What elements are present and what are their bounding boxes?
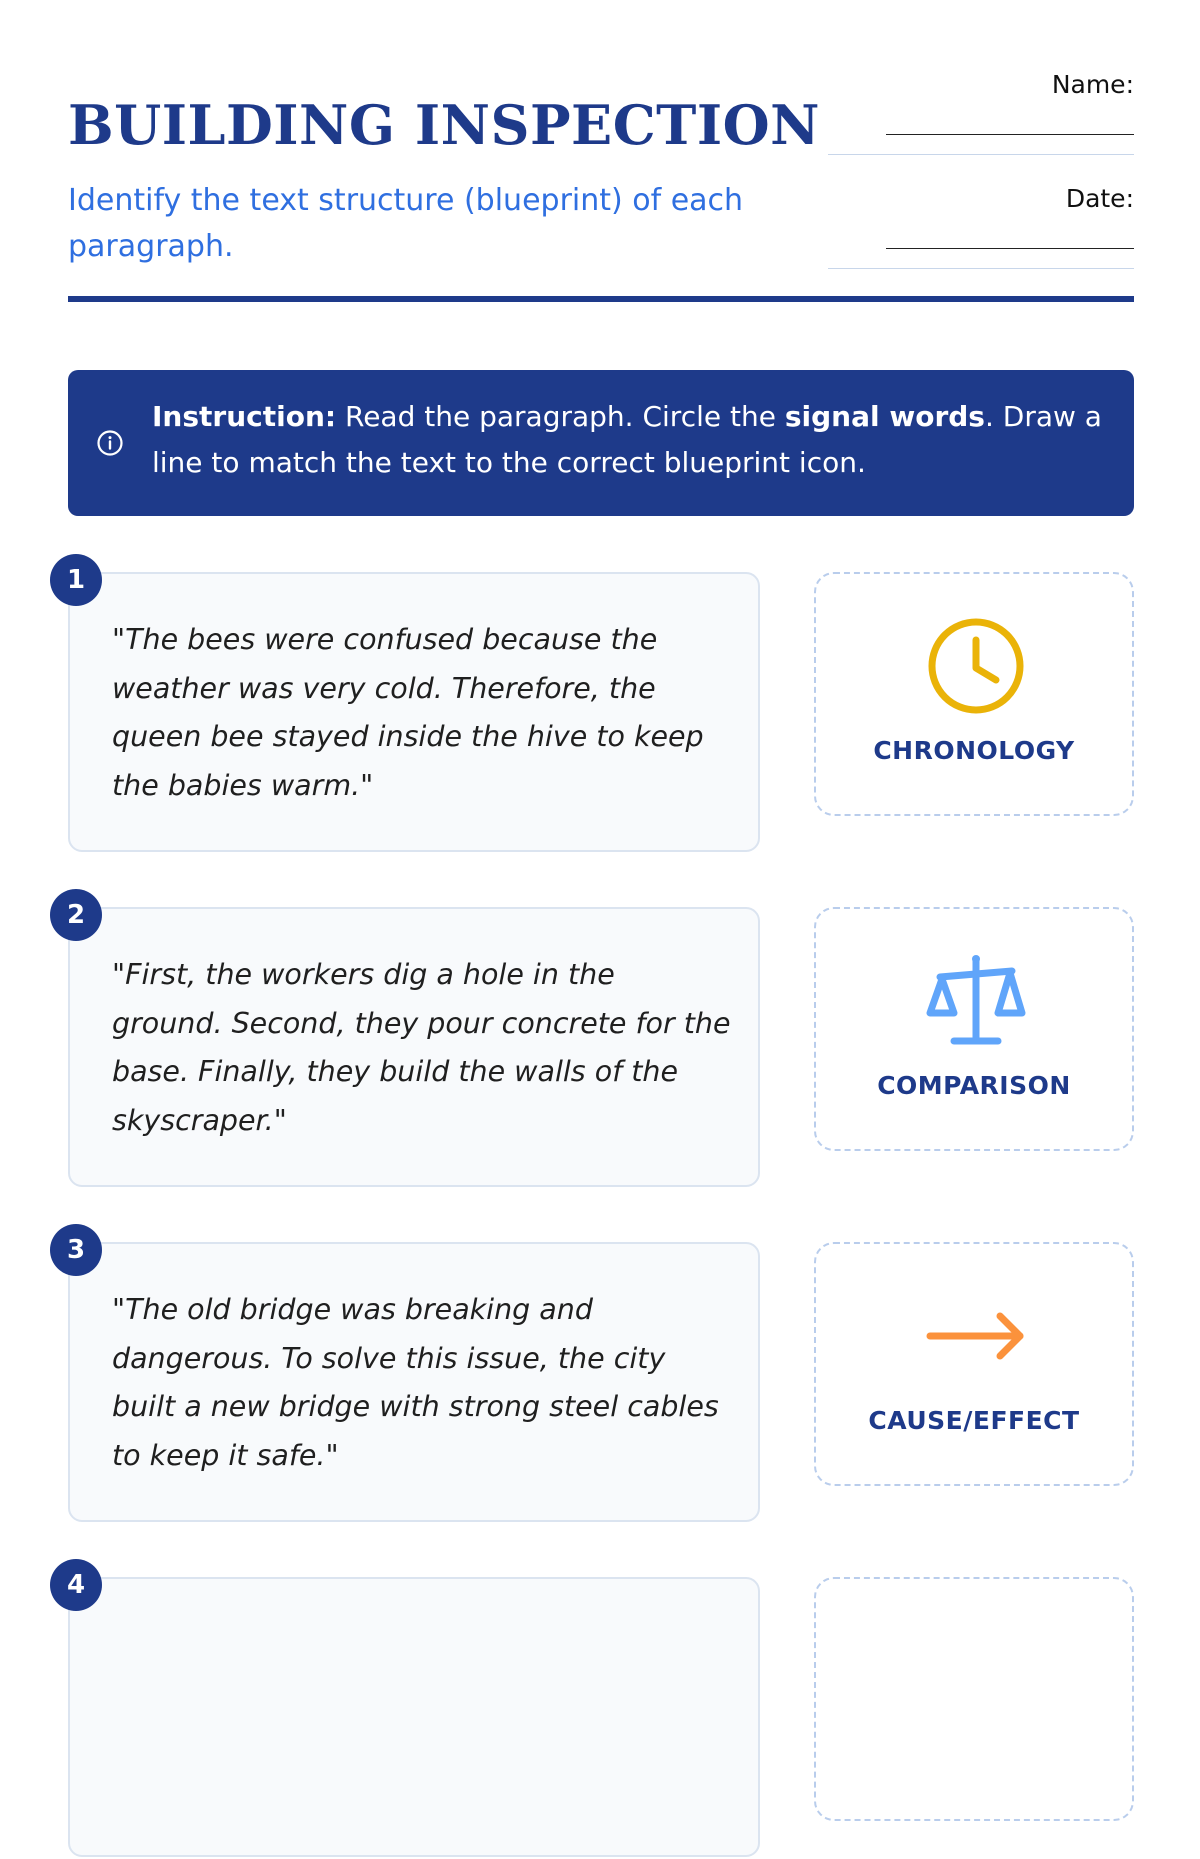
item-number-badge: 3 <box>50 1224 102 1276</box>
blueprint-card-comparison[interactable] <box>814 907 1134 1151</box>
paragraph-card[interactable] <box>68 572 760 852</box>
exercise-item <box>66 1235 1134 1524</box>
name-label: Name: <box>1051 70 1134 99</box>
blueprint-card[interactable] <box>814 1577 1134 1821</box>
name-field[interactable] <box>828 70 1134 155</box>
worksheet-page <box>68 0 1134 1600</box>
item-number-badge: 2 <box>50 889 102 941</box>
instruction-lead: Instruction: <box>152 400 337 433</box>
blueprint-label: COMPARISON <box>877 1071 1071 1100</box>
date-label: Date: <box>1065 184 1134 213</box>
paragraph-card[interactable] <box>68 907 760 1187</box>
instruction-banner <box>68 370 1134 516</box>
instruction-emphasis: signal words <box>784 400 985 433</box>
instruction-text <box>152 394 1112 486</box>
blueprint-card-chronology[interactable] <box>814 572 1134 816</box>
page-subtitle: Identify the text structure (blueprint) of each paragraph. <box>68 183 744 264</box>
date-field[interactable] <box>828 184 1134 269</box>
paragraph-text[interactable]: "The bees were confused because the weather was very cold. Therefore, the queen bee stayed inside the hive to keep the babies warm." <box>112 623 704 802</box>
name-blank-line[interactable] <box>886 134 1134 135</box>
blueprint-label: CAUSE/EFFECT <box>868 1406 1080 1435</box>
blueprint-label: CHRONOLOGY <box>873 736 1075 765</box>
paragraph-text[interactable]: "The old bridge was breaking and dangerous. To solve this issue, the city built a new bridge with strong steel cables to keep it safe." <box>112 1293 719 1472</box>
balance-scale-icon <box>926 951 1026 1051</box>
clock-icon <box>926 616 1026 716</box>
item-number-badge: 1 <box>50 554 102 606</box>
exercise-item <box>66 900 1134 1189</box>
header <box>68 60 1134 300</box>
exercise-item <box>66 565 1134 854</box>
exercise-item <box>66 1570 1134 1859</box>
paragraph-card[interactable] <box>68 1242 760 1522</box>
paragraph-card[interactable] <box>68 1577 760 1857</box>
header-divider <box>68 296 1134 302</box>
info-icon <box>96 429 124 457</box>
date-blank-line[interactable] <box>886 248 1134 249</box>
instruction-part1: Read the paragraph. Circle the <box>336 400 785 433</box>
item-number-badge: 4 <box>50 1559 102 1611</box>
page-title: BUILDING INSPECTION <box>68 93 821 157</box>
instruction-part2: . Draw a line to match the text to the correct blueprint icon. <box>152 400 1102 479</box>
paragraph-text[interactable]: "First, the workers dig a hole in the ground. Second, they pour concrete for the base. Finally, they build the walls of the skyscraper." <box>112 958 731 1137</box>
arrow-right-icon <box>926 1286 1026 1386</box>
blueprint-card-cause-effect[interactable] <box>814 1242 1134 1486</box>
